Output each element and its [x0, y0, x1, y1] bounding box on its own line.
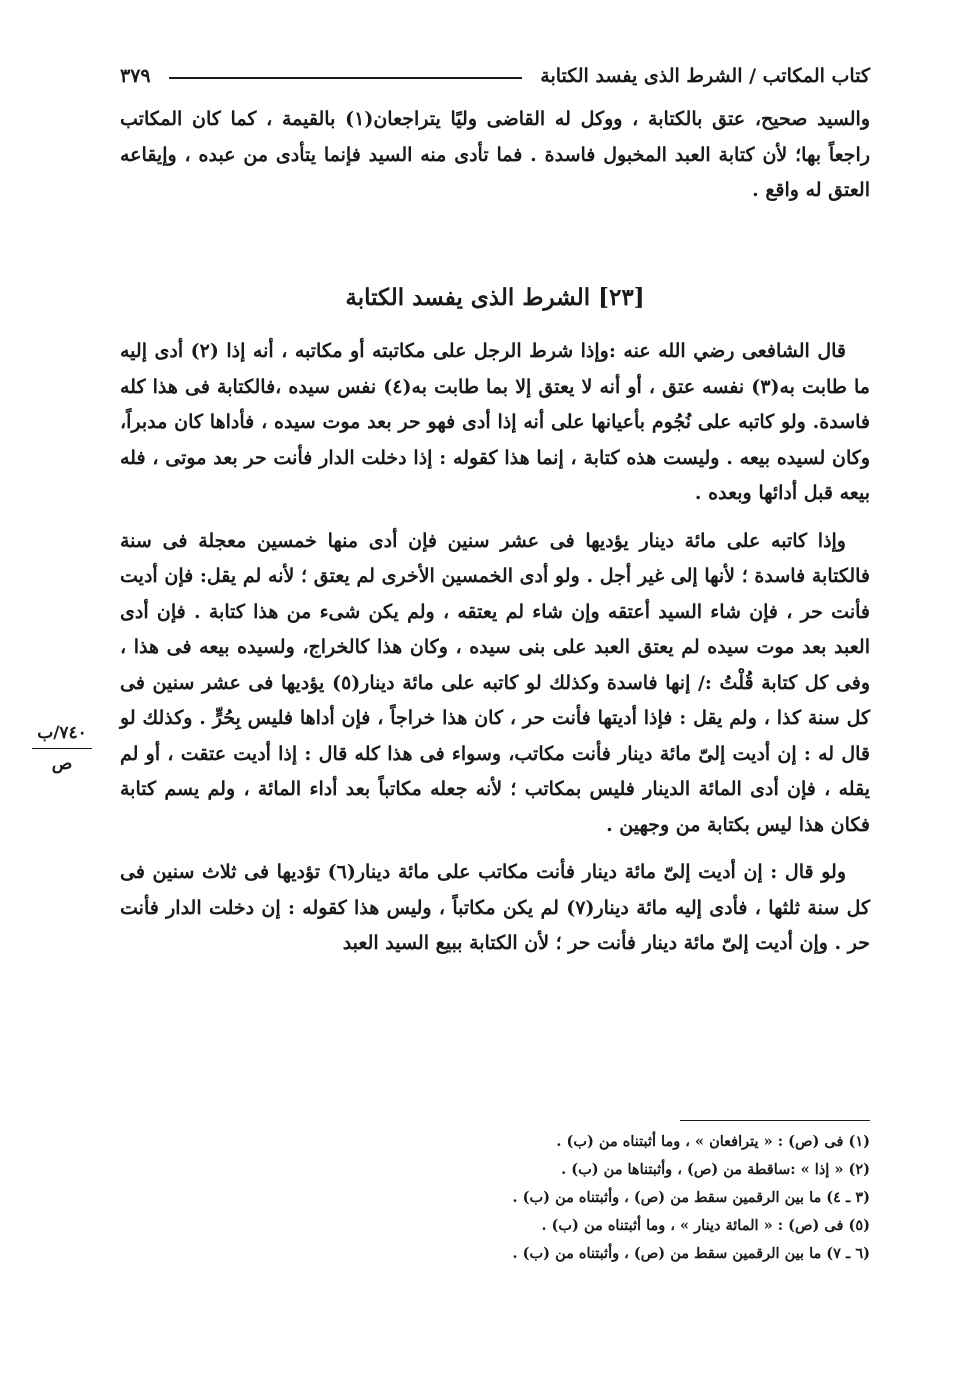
intro-paragraph: والسيد صحيح، عتق بالكتابة ، ووكل له القاضى وليًا يتراجعان(١) بالقيمة ، كما كان المكاتب راجعاً بها؛ لأن كتابة العبد المخبول فاسدة . فما تأدى منه السيد فإنما يتأدى من عبده ، وإيقاعه العتق له واقع . — [120, 108, 870, 201]
paragraph: قال الشافعى رضي الله عنه :وإذا شرط الرجل على مكاتبته أو مكاتبه ، أنه إذا (٢) أدى إليه ما طابت به(٣) نفسه عتق ، أو أنه لا يعتق إلا بما طابت به(٤) نفس سيده ،فالكتابة فى هذا كله فاسدة. ولو كاتبه على نُجُوم بأعيانها على أنه إذا أدى فهو حر بعد موت سيده ، فأداها كان مدبراً، وكان لسيده بيعه . وليست هذه كتابة ، إنما هذا كقوله : إذا دخلت الدار فأنت حر بعد موتى ، فله بيعه قبل أدائها وبعده . — [120, 340, 870, 504]
main-text — [120, 334, 870, 962]
margin-rule — [32, 748, 92, 749]
footnote: (٥) فى (ص) : « المائة دينار » ، وما أثبتناه من (ب) . — [541, 1217, 870, 1234]
footnote: (٢) « إذا » :ساقطة من (ص) ، وأثبتناها من (ب) . — [561, 1161, 870, 1178]
footnote-rule — [680, 1120, 870, 1121]
footnote: (٦ ـ ٧) ما بين الرقمين سقط من (ص) ، وأثبتناه من (ب) . — [512, 1245, 870, 1262]
book-page — [120, 0, 870, 1380]
folio-reference: ٧٤٠/ب — [37, 723, 87, 743]
header-rule — [169, 77, 523, 79]
section-title: [٢٣] الشرط الذى يفسد الكتابة — [345, 284, 645, 311]
running-header — [120, 56, 870, 96]
footnote: (٣ ـ ٤) ما بين الرقمين سقط من (ص) ، وأثبتناه من (ب) . — [512, 1189, 870, 1206]
paragraph: ولو قال : إن أديت إلىّ مائة دينار فأنت مكاتب على مائة دينار(٦) تؤديها فى ثلاث سنين فى كل سنة ثلثها ، فأدى إليه مائة دينار(٧) لم يكن مكاتباً ، وليس هذا كقوله : إن دخلت الدار فأنت حر . وإن أديت إلىّ مائة دينار فأنت حر ؛ لأن الكتابة ببيع السيد العبد — [120, 861, 871, 954]
footnote: (١) فى (ص) : « يترافعان » ، وما أثبتناه من (ب) . — [556, 1133, 870, 1150]
paragraph: وإذا كاتبه على مائة دينار يؤديها فى عشر سنين فإن أدى منها خمسين معجلة فى سنة فالكتابة فاسدة ؛ لأنها إلى غير أجل . ولو أدى الخمسين الأخرى لم يعتق ؛ لأنه لم يقل: فإن أديت فأنت حر ، فإن شاء السيد أعتقه وإن شاء لم يعتقه ، ولم يكن شىء من هذا كتابة . فإن أدى العبد بعد موت سيده لم يعتق العبد على بنى سيده ، وكان هذا كالخراج، ولسيده بيعه فى هذا ، وفى كل كتابة قُلْتُ :/ إنها فاسدة وكذلك لو كاتبه على مائة دينار(٥) يؤديها فى عشر سنين فى كل سنة كذا ، ولم يقل : فإذا أديتها فأنت حر ، كان هذا خراجاً ، فإن أداها فليس بِحُرٍّ . وكذلك لو قال له : إن أديت إلىّ مائة دينار فأنت مكاتب، وسواء فى هذا كله قال : إذا أديت عتقت ، أو لم يقله ، فإن أدى المائة الدينار فليس بمكاتب ؛ لأنه جعله مكاتباً بعد أداء المائة ، ولم يسم كتابة فكان هذا ليس بكتابة من وجهين . — [120, 529, 871, 836]
footnotes — [120, 1128, 870, 1268]
page-number: ٣٧٩ — [120, 65, 151, 87]
manuscript-siglum: ص — [51, 754, 73, 774]
manuscript-margin-note — [28, 720, 96, 777]
intro-block — [120, 102, 870, 209]
header-title: كتاب المكاتب / الشرط الذى يفسد الكتابة — [540, 65, 870, 87]
